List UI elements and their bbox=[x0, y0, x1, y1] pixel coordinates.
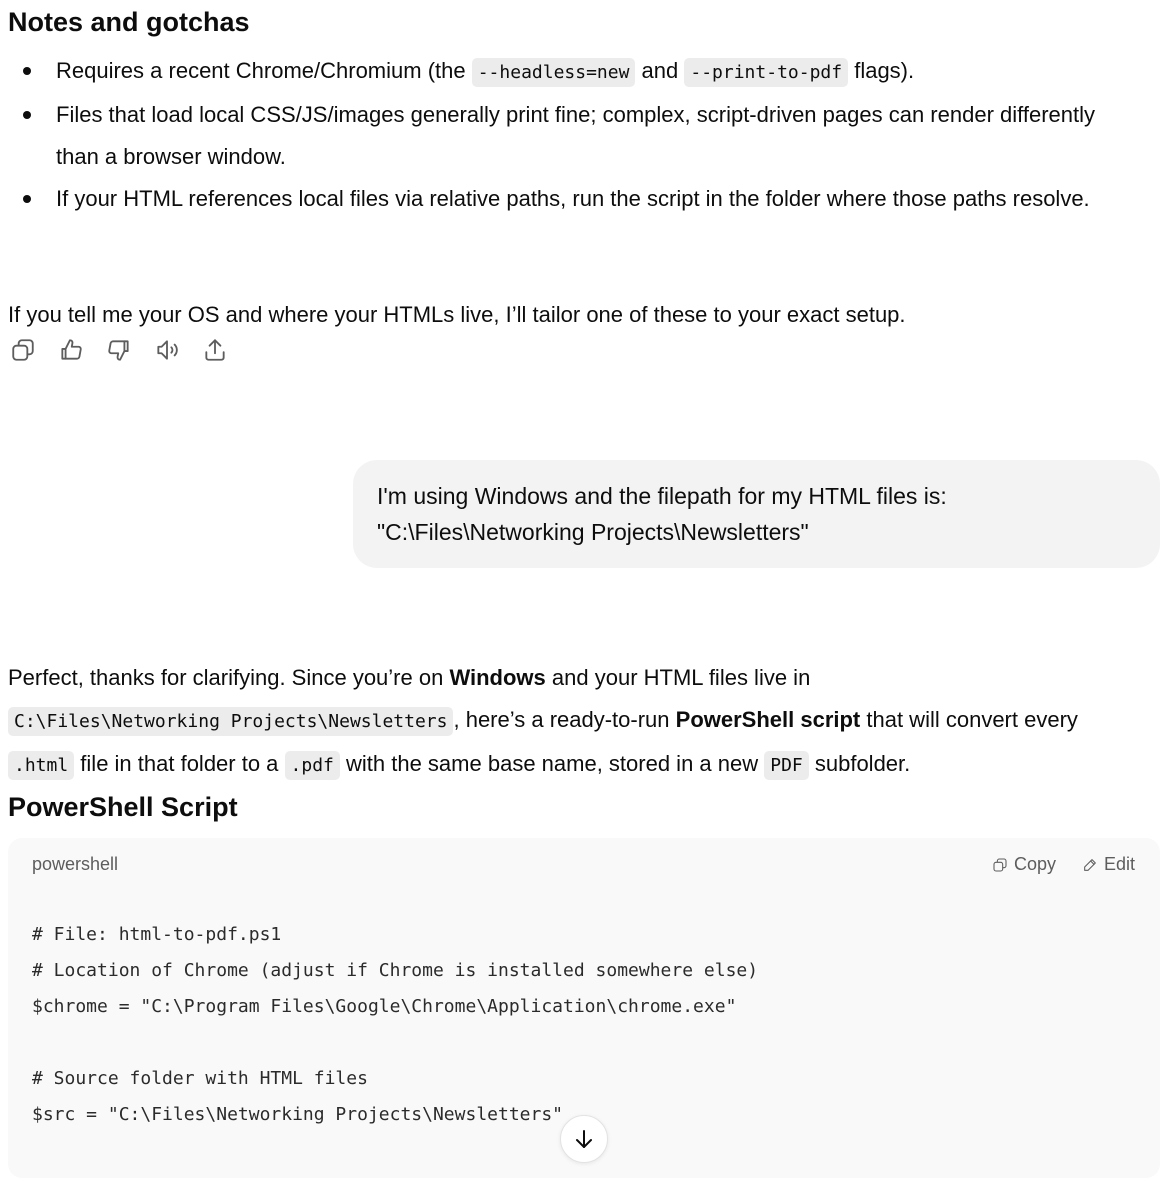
code-line: # Location of Chrome (adjust if Chrome is installed somewhere else) bbox=[32, 960, 759, 981]
note-text: Files that load local CSS/JS/images generally print fine; complex, script-driven pages can render differently than a browser window. bbox=[56, 102, 1095, 169]
code-line: # Source folder with HTML files bbox=[32, 1068, 368, 1089]
notes-heading: Notes and gotchas bbox=[8, 7, 250, 37]
note-text: and bbox=[635, 58, 685, 83]
note-text: If your HTML references local files via relative paths, run the script in the folder where those paths resolve. bbox=[56, 186, 1090, 211]
arrow-down-icon bbox=[572, 1127, 596, 1151]
inline-code: C:\Files\Networking Projects\Newsletters bbox=[8, 707, 453, 736]
inline-code: .html bbox=[8, 751, 74, 780]
list-item bbox=[8, 50, 1128, 94]
answer-text: subfolder. bbox=[808, 751, 911, 776]
thumbs-up-icon bbox=[58, 337, 84, 363]
code-content bbox=[32, 917, 758, 1133]
note-text: Requires a recent Chrome/Chromium (the bbox=[56, 58, 472, 83]
read-aloud-button[interactable] bbox=[152, 335, 181, 364]
copy-code-button[interactable] bbox=[992, 854, 1056, 875]
user-message-line: "C:\Files\Networking Projects\Newsletters" bbox=[377, 519, 809, 545]
pencil-icon bbox=[1082, 857, 1098, 873]
share-icon bbox=[202, 337, 228, 363]
inline-code: PDF bbox=[764, 751, 809, 780]
message-actions bbox=[8, 335, 229, 364]
answer-text: with the same base name, stored in a new bbox=[339, 751, 765, 776]
edit-code-label: Edit bbox=[1104, 854, 1136, 874]
inline-code: --print-to-pdf bbox=[684, 58, 848, 87]
copy-button[interactable] bbox=[8, 335, 37, 364]
code-line: # File: html-to-pdf.ps1 bbox=[32, 924, 282, 945]
copy-code-label: Copy bbox=[1014, 854, 1057, 874]
notes-list bbox=[8, 50, 1128, 220]
code-line: $chrome = "C:\Program Files\Google\Chrome\Application\chrome.exe" bbox=[32, 996, 737, 1017]
share-button[interactable] bbox=[200, 335, 229, 364]
note-text: flags). bbox=[848, 58, 915, 83]
answer-text: , here’s a ready-to-run bbox=[453, 707, 676, 732]
answer-text: Perfect, thanks for clarifying. Since you’re on bbox=[8, 665, 450, 690]
inline-code: --headless=new bbox=[472, 58, 636, 87]
scroll-to-bottom-button[interactable] bbox=[560, 1115, 608, 1163]
thumbs-up-button[interactable] bbox=[56, 335, 85, 364]
followup-paragraph: If you tell me your OS and where your HTMLs live, I’ll tailor one of these to your exact setup. bbox=[8, 302, 906, 327]
answer-bold: Windows bbox=[449, 665, 546, 690]
read-aloud-icon bbox=[154, 337, 180, 363]
edit-code-button[interactable] bbox=[1082, 854, 1135, 875]
copy-icon bbox=[10, 337, 36, 363]
code-line: $src = "C:\Files\Networking Projects\Newsletters" bbox=[32, 1104, 564, 1125]
thumbs-down-icon bbox=[106, 337, 132, 363]
answer-paragraph bbox=[8, 657, 1158, 787]
user-message-line: I'm using Windows and the filepath for my HTML files is: bbox=[377, 483, 947, 509]
list-item bbox=[8, 94, 1128, 178]
answer-text: that will convert every bbox=[860, 707, 1078, 732]
inline-code: .pdf bbox=[285, 751, 340, 780]
script-heading: PowerShell Script bbox=[8, 792, 238, 822]
code-line bbox=[32, 1025, 758, 1061]
answer-text: file in that folder to a bbox=[74, 751, 285, 776]
answer-bold: PowerShell script bbox=[675, 707, 861, 732]
list-item bbox=[8, 178, 1128, 220]
answer-text: and your HTML files live in bbox=[545, 665, 811, 690]
thumbs-down-button[interactable] bbox=[104, 335, 133, 364]
copy-icon bbox=[992, 857, 1008, 873]
code-language-label: powershell bbox=[32, 854, 119, 874]
user-message-bubble bbox=[353, 460, 1160, 568]
